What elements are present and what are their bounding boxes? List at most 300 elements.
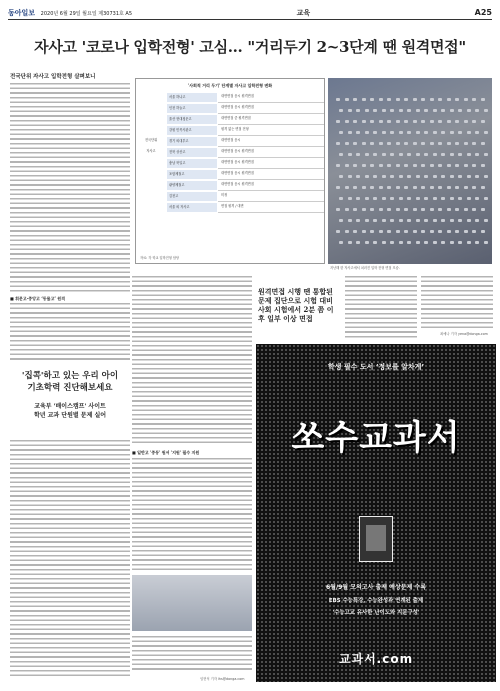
desk xyxy=(447,208,451,211)
desk xyxy=(472,120,476,123)
article-subhead: 전국단위 자사고 입학전형 살펴보니 xyxy=(10,74,96,80)
desk xyxy=(370,142,374,145)
table-school: 포항제철고 xyxy=(166,169,218,180)
desk xyxy=(373,175,377,178)
table-row xyxy=(136,103,324,114)
table-category xyxy=(136,125,166,136)
desk xyxy=(339,131,343,134)
desk xyxy=(345,186,349,189)
desk xyxy=(464,230,468,233)
desk xyxy=(379,230,383,233)
desk xyxy=(370,186,374,189)
table-category xyxy=(136,180,166,191)
desk xyxy=(475,153,479,156)
desk xyxy=(455,208,459,211)
desk xyxy=(379,208,383,211)
desk xyxy=(424,219,428,222)
desk xyxy=(399,175,403,178)
desk xyxy=(362,186,366,189)
desk xyxy=(475,109,479,112)
desk xyxy=(336,186,340,189)
table-category xyxy=(136,103,166,114)
desk xyxy=(407,153,411,156)
desk xyxy=(348,219,352,222)
desk xyxy=(348,197,352,200)
desk xyxy=(433,109,437,112)
table-value: 대면면접 응시 원격면접 xyxy=(218,180,324,191)
desk xyxy=(353,120,357,123)
desk xyxy=(362,98,366,101)
desk xyxy=(370,164,374,167)
desk xyxy=(390,175,394,178)
desk xyxy=(416,197,420,200)
desk xyxy=(467,241,471,244)
desk xyxy=(430,208,434,211)
table-school: 김천고 xyxy=(166,191,218,202)
desk xyxy=(356,197,360,200)
desk xyxy=(416,175,420,178)
desk xyxy=(339,153,343,156)
desk xyxy=(421,230,425,233)
desk xyxy=(387,120,391,123)
table-row xyxy=(136,92,324,103)
desk xyxy=(404,142,408,145)
table-category: 전국단위 xyxy=(144,138,158,142)
desk xyxy=(396,120,400,123)
desk xyxy=(484,197,488,200)
desk xyxy=(373,131,377,134)
desk xyxy=(450,197,454,200)
desk xyxy=(404,208,408,211)
desk xyxy=(433,197,437,200)
desk xyxy=(450,109,454,112)
desk xyxy=(447,120,451,123)
desk xyxy=(396,164,400,167)
desk xyxy=(353,186,357,189)
desk xyxy=(345,230,349,233)
desk xyxy=(336,208,340,211)
desk xyxy=(356,219,360,222)
section-label: 교육 xyxy=(296,8,311,17)
desk xyxy=(396,208,400,211)
desk xyxy=(438,120,442,123)
desk xyxy=(387,186,391,189)
desk xyxy=(421,186,425,189)
desk xyxy=(481,230,485,233)
desk xyxy=(416,153,420,156)
desk xyxy=(472,208,476,211)
desk xyxy=(467,109,471,112)
desk xyxy=(481,208,485,211)
desk xyxy=(390,109,394,112)
desk xyxy=(339,219,343,222)
desk xyxy=(438,164,442,167)
desk xyxy=(356,241,360,244)
desk xyxy=(441,153,445,156)
desk xyxy=(339,175,343,178)
desk xyxy=(447,230,451,233)
desk xyxy=(447,98,451,101)
table-row xyxy=(136,114,324,125)
table-value: 대면면접 응시 원격면접 xyxy=(218,169,324,180)
desk xyxy=(379,186,383,189)
desk xyxy=(345,208,349,211)
desk xyxy=(387,142,391,145)
desk xyxy=(345,142,349,145)
desk xyxy=(365,153,369,156)
table-rows xyxy=(136,92,324,213)
desk xyxy=(390,241,394,244)
desk xyxy=(336,164,340,167)
table-title: '사회적 거리 두기' 단계별 자사고 입학전형 변화 xyxy=(187,83,273,88)
desk xyxy=(365,131,369,134)
desk xyxy=(481,142,485,145)
desk xyxy=(464,98,468,101)
desk xyxy=(407,131,411,134)
desk xyxy=(467,153,471,156)
table-category xyxy=(136,158,166,169)
table-school: 전북 상산고 xyxy=(166,147,218,158)
desk xyxy=(399,219,403,222)
desk xyxy=(382,153,386,156)
desk xyxy=(336,98,340,101)
desk xyxy=(413,230,417,233)
desk xyxy=(373,219,377,222)
table-row xyxy=(136,125,324,136)
desk xyxy=(455,142,459,145)
desk xyxy=(362,230,366,233)
desk xyxy=(458,219,462,222)
desk xyxy=(356,131,360,134)
desk xyxy=(433,219,437,222)
desk xyxy=(441,241,445,244)
table-value: 대면면접 응시 원격면접 xyxy=(218,92,324,103)
desk xyxy=(348,153,352,156)
desk xyxy=(438,142,442,145)
desk xyxy=(481,164,485,167)
byline-top: 최예나 기자 yena@donga.com xyxy=(440,332,488,336)
desk xyxy=(441,219,445,222)
comparison-table xyxy=(135,78,325,264)
desk xyxy=(336,120,340,123)
feature-body xyxy=(10,440,130,678)
desk xyxy=(472,186,476,189)
desk xyxy=(399,153,403,156)
desk xyxy=(441,175,445,178)
desk xyxy=(387,208,391,211)
table-school: 인천 하늘고 xyxy=(166,103,218,114)
desk xyxy=(365,219,369,222)
desk xyxy=(430,120,434,123)
table-value: 대면면접 응시 원격면접 xyxy=(218,158,324,169)
desk xyxy=(407,241,411,244)
desk xyxy=(399,109,403,112)
desk xyxy=(390,219,394,222)
desk xyxy=(365,241,369,244)
desk xyxy=(373,109,377,112)
desk xyxy=(450,219,454,222)
desk xyxy=(379,98,383,101)
desk xyxy=(382,175,386,178)
table-row xyxy=(136,158,324,169)
desk xyxy=(362,208,366,211)
desk xyxy=(472,230,476,233)
desk xyxy=(438,208,442,211)
desk xyxy=(464,186,468,189)
ad-line-2: EBS 수능특강, 수능완성과 연계된 출제 xyxy=(328,598,424,604)
desk xyxy=(424,109,428,112)
desk xyxy=(424,241,428,244)
desk xyxy=(438,230,442,233)
desk xyxy=(464,120,468,123)
desk xyxy=(481,120,485,123)
ad-line-3: '수능고교 유사한 난이도와 지문구성' xyxy=(332,610,420,616)
desk xyxy=(379,142,383,145)
table-value: 미정 xyxy=(218,191,324,202)
sidebar-feature xyxy=(10,370,130,420)
desk xyxy=(396,230,400,233)
table-row xyxy=(136,169,324,180)
desk xyxy=(413,164,417,167)
desk xyxy=(416,241,420,244)
desk xyxy=(345,120,349,123)
desk xyxy=(399,131,403,134)
desk xyxy=(353,98,357,101)
desk xyxy=(413,208,417,211)
desk xyxy=(424,153,428,156)
desk xyxy=(450,153,454,156)
desk xyxy=(373,241,377,244)
desk xyxy=(430,142,434,145)
desk xyxy=(484,131,488,134)
desk xyxy=(413,120,417,123)
desk xyxy=(353,230,357,233)
desk xyxy=(472,98,476,101)
desk xyxy=(455,120,459,123)
desk xyxy=(421,208,425,211)
desk xyxy=(407,197,411,200)
desk xyxy=(447,186,451,189)
masthead xyxy=(8,6,492,20)
desk xyxy=(362,164,366,167)
desk xyxy=(438,186,442,189)
byline-bottom: 임현석 기자 lhs@donga.com xyxy=(200,677,245,681)
desk xyxy=(370,230,374,233)
desk xyxy=(370,98,374,101)
article-body-col1b xyxy=(10,303,130,363)
desk xyxy=(475,197,479,200)
table-value: 면접 원격 / 대면 xyxy=(218,202,324,213)
desk xyxy=(475,219,479,222)
table-value: 대면면접 응시 원격면접 xyxy=(218,147,324,158)
desk xyxy=(356,175,360,178)
desk xyxy=(345,98,349,101)
table-school: 서울 하나고 xyxy=(166,92,218,103)
desk xyxy=(441,131,445,134)
desk xyxy=(458,175,462,178)
desk xyxy=(481,186,485,189)
desk xyxy=(404,186,408,189)
desk xyxy=(455,98,459,101)
desk xyxy=(396,186,400,189)
main-headline: 자사고 '코로나 입학전형' 고심… "거리두기 2~3단계 땐 원격면접" xyxy=(34,38,466,56)
desk xyxy=(441,109,445,112)
table-value: 대면면접 응시 원격면접 xyxy=(218,103,324,114)
page-number: A25 xyxy=(474,8,492,17)
table-school: 울산 현대청운고 xyxy=(166,114,218,125)
desk xyxy=(484,153,488,156)
desk xyxy=(433,153,437,156)
desk xyxy=(472,164,476,167)
desk xyxy=(455,230,459,233)
desk xyxy=(396,142,400,145)
desk xyxy=(467,197,471,200)
desk xyxy=(467,131,471,134)
table-school: 광양제철고 xyxy=(166,180,218,191)
desk xyxy=(404,230,408,233)
desk xyxy=(450,241,454,244)
table-school: 충남 북일고 xyxy=(166,158,218,169)
desk xyxy=(458,109,462,112)
desk xyxy=(424,197,428,200)
table-school: 강원 민족사관고 xyxy=(166,125,218,136)
desk xyxy=(379,120,383,123)
desk xyxy=(413,186,417,189)
desk xyxy=(430,98,434,101)
desk xyxy=(447,164,451,167)
desk xyxy=(365,109,369,112)
desk xyxy=(441,197,445,200)
desk xyxy=(458,241,462,244)
ad-line-1: 6월/9월 모의고사 출제 예상문제 수록 xyxy=(325,584,427,591)
desk xyxy=(370,208,374,211)
desk xyxy=(472,142,476,145)
desk xyxy=(424,131,428,134)
desk xyxy=(348,241,352,244)
desk xyxy=(475,241,479,244)
desk xyxy=(373,153,377,156)
desk xyxy=(413,98,417,101)
table-value: 원격 없는 면접 전형 xyxy=(218,125,324,136)
desk xyxy=(450,175,454,178)
table-row xyxy=(136,202,324,213)
desk xyxy=(399,197,403,200)
side-headline: 원격면접 시행 땐 통합된 문제 집단으로 시험 대비 사회 시험에서 2분 쯤 이후 일부 이상 면접 xyxy=(258,287,334,323)
book-cover-icon xyxy=(359,516,393,562)
desk xyxy=(345,164,349,167)
desk xyxy=(396,98,400,101)
feature-body-2 xyxy=(132,636,252,672)
desk xyxy=(348,175,352,178)
desk xyxy=(484,241,488,244)
desk xyxy=(416,131,420,134)
desk xyxy=(382,197,386,200)
article-body-col4 xyxy=(421,276,493,328)
desk xyxy=(336,142,340,145)
desk xyxy=(430,230,434,233)
advertisement[interactable] xyxy=(256,344,496,682)
issue-date: 2020년 6월 29일 월요일 제30731호 A5 xyxy=(40,10,133,17)
desk xyxy=(404,98,408,101)
article-body-col3 xyxy=(345,276,417,338)
desk xyxy=(475,175,479,178)
desk xyxy=(430,164,434,167)
article-body-col1 xyxy=(10,83,130,293)
ad-url[interactable]: 교과서.com xyxy=(338,652,414,666)
desk xyxy=(455,164,459,167)
desk xyxy=(464,142,468,145)
desk xyxy=(433,241,437,244)
desk xyxy=(390,197,394,200)
desk xyxy=(390,131,394,134)
exam-hall-photo xyxy=(328,78,492,264)
table-source: 자료: 각 학교 입학전형 담당 xyxy=(140,256,179,260)
desk xyxy=(407,109,411,112)
desk xyxy=(362,120,366,123)
desk xyxy=(467,219,471,222)
desk xyxy=(373,197,377,200)
desk xyxy=(365,175,369,178)
desk xyxy=(421,120,425,123)
desk xyxy=(387,98,391,101)
desk xyxy=(339,241,343,244)
article-body-col2 xyxy=(132,276,252,446)
desk xyxy=(430,186,434,189)
section-heading-2: ■ 일반고 '중동' 원서 '지원' 필수 지원 xyxy=(132,450,200,455)
table-value: 대면면접 응시 xyxy=(218,136,324,147)
desk xyxy=(416,219,420,222)
desk xyxy=(433,131,437,134)
ad-brand: 쏘수교과서 xyxy=(291,418,461,458)
desk xyxy=(484,175,488,178)
desk xyxy=(348,109,352,112)
table-row xyxy=(136,191,324,202)
desk xyxy=(450,131,454,134)
desk xyxy=(382,109,386,112)
desk xyxy=(416,109,420,112)
desk xyxy=(387,164,391,167)
desk xyxy=(356,109,360,112)
feature-title-2: 기초학력 진단해보세요 xyxy=(27,383,113,393)
desk xyxy=(382,241,386,244)
photo-caption: 지난해 한 자사고에서 치러진 입학 전형 면접 모습. xyxy=(330,266,400,270)
ad-tagline: 학생 필수 도서 ‘정보를 알차게’ xyxy=(327,363,425,371)
desk xyxy=(407,219,411,222)
table-category xyxy=(136,92,166,103)
desk xyxy=(458,131,462,134)
desk xyxy=(421,142,425,145)
desk xyxy=(356,153,360,156)
desk xyxy=(455,186,459,189)
desk xyxy=(379,164,383,167)
desk xyxy=(382,219,386,222)
desk xyxy=(433,175,437,178)
desk xyxy=(421,98,425,101)
desk xyxy=(339,197,343,200)
desk xyxy=(467,175,471,178)
desk xyxy=(353,208,357,211)
table-category xyxy=(136,169,166,180)
desk xyxy=(382,131,386,134)
desk xyxy=(484,219,488,222)
desk xyxy=(399,241,403,244)
website-screenshot xyxy=(132,575,252,631)
desk xyxy=(413,142,417,145)
desk xyxy=(481,98,485,101)
table-school: 서울 외 자사고 xyxy=(166,202,218,213)
table-category xyxy=(136,202,166,213)
desk xyxy=(458,197,462,200)
